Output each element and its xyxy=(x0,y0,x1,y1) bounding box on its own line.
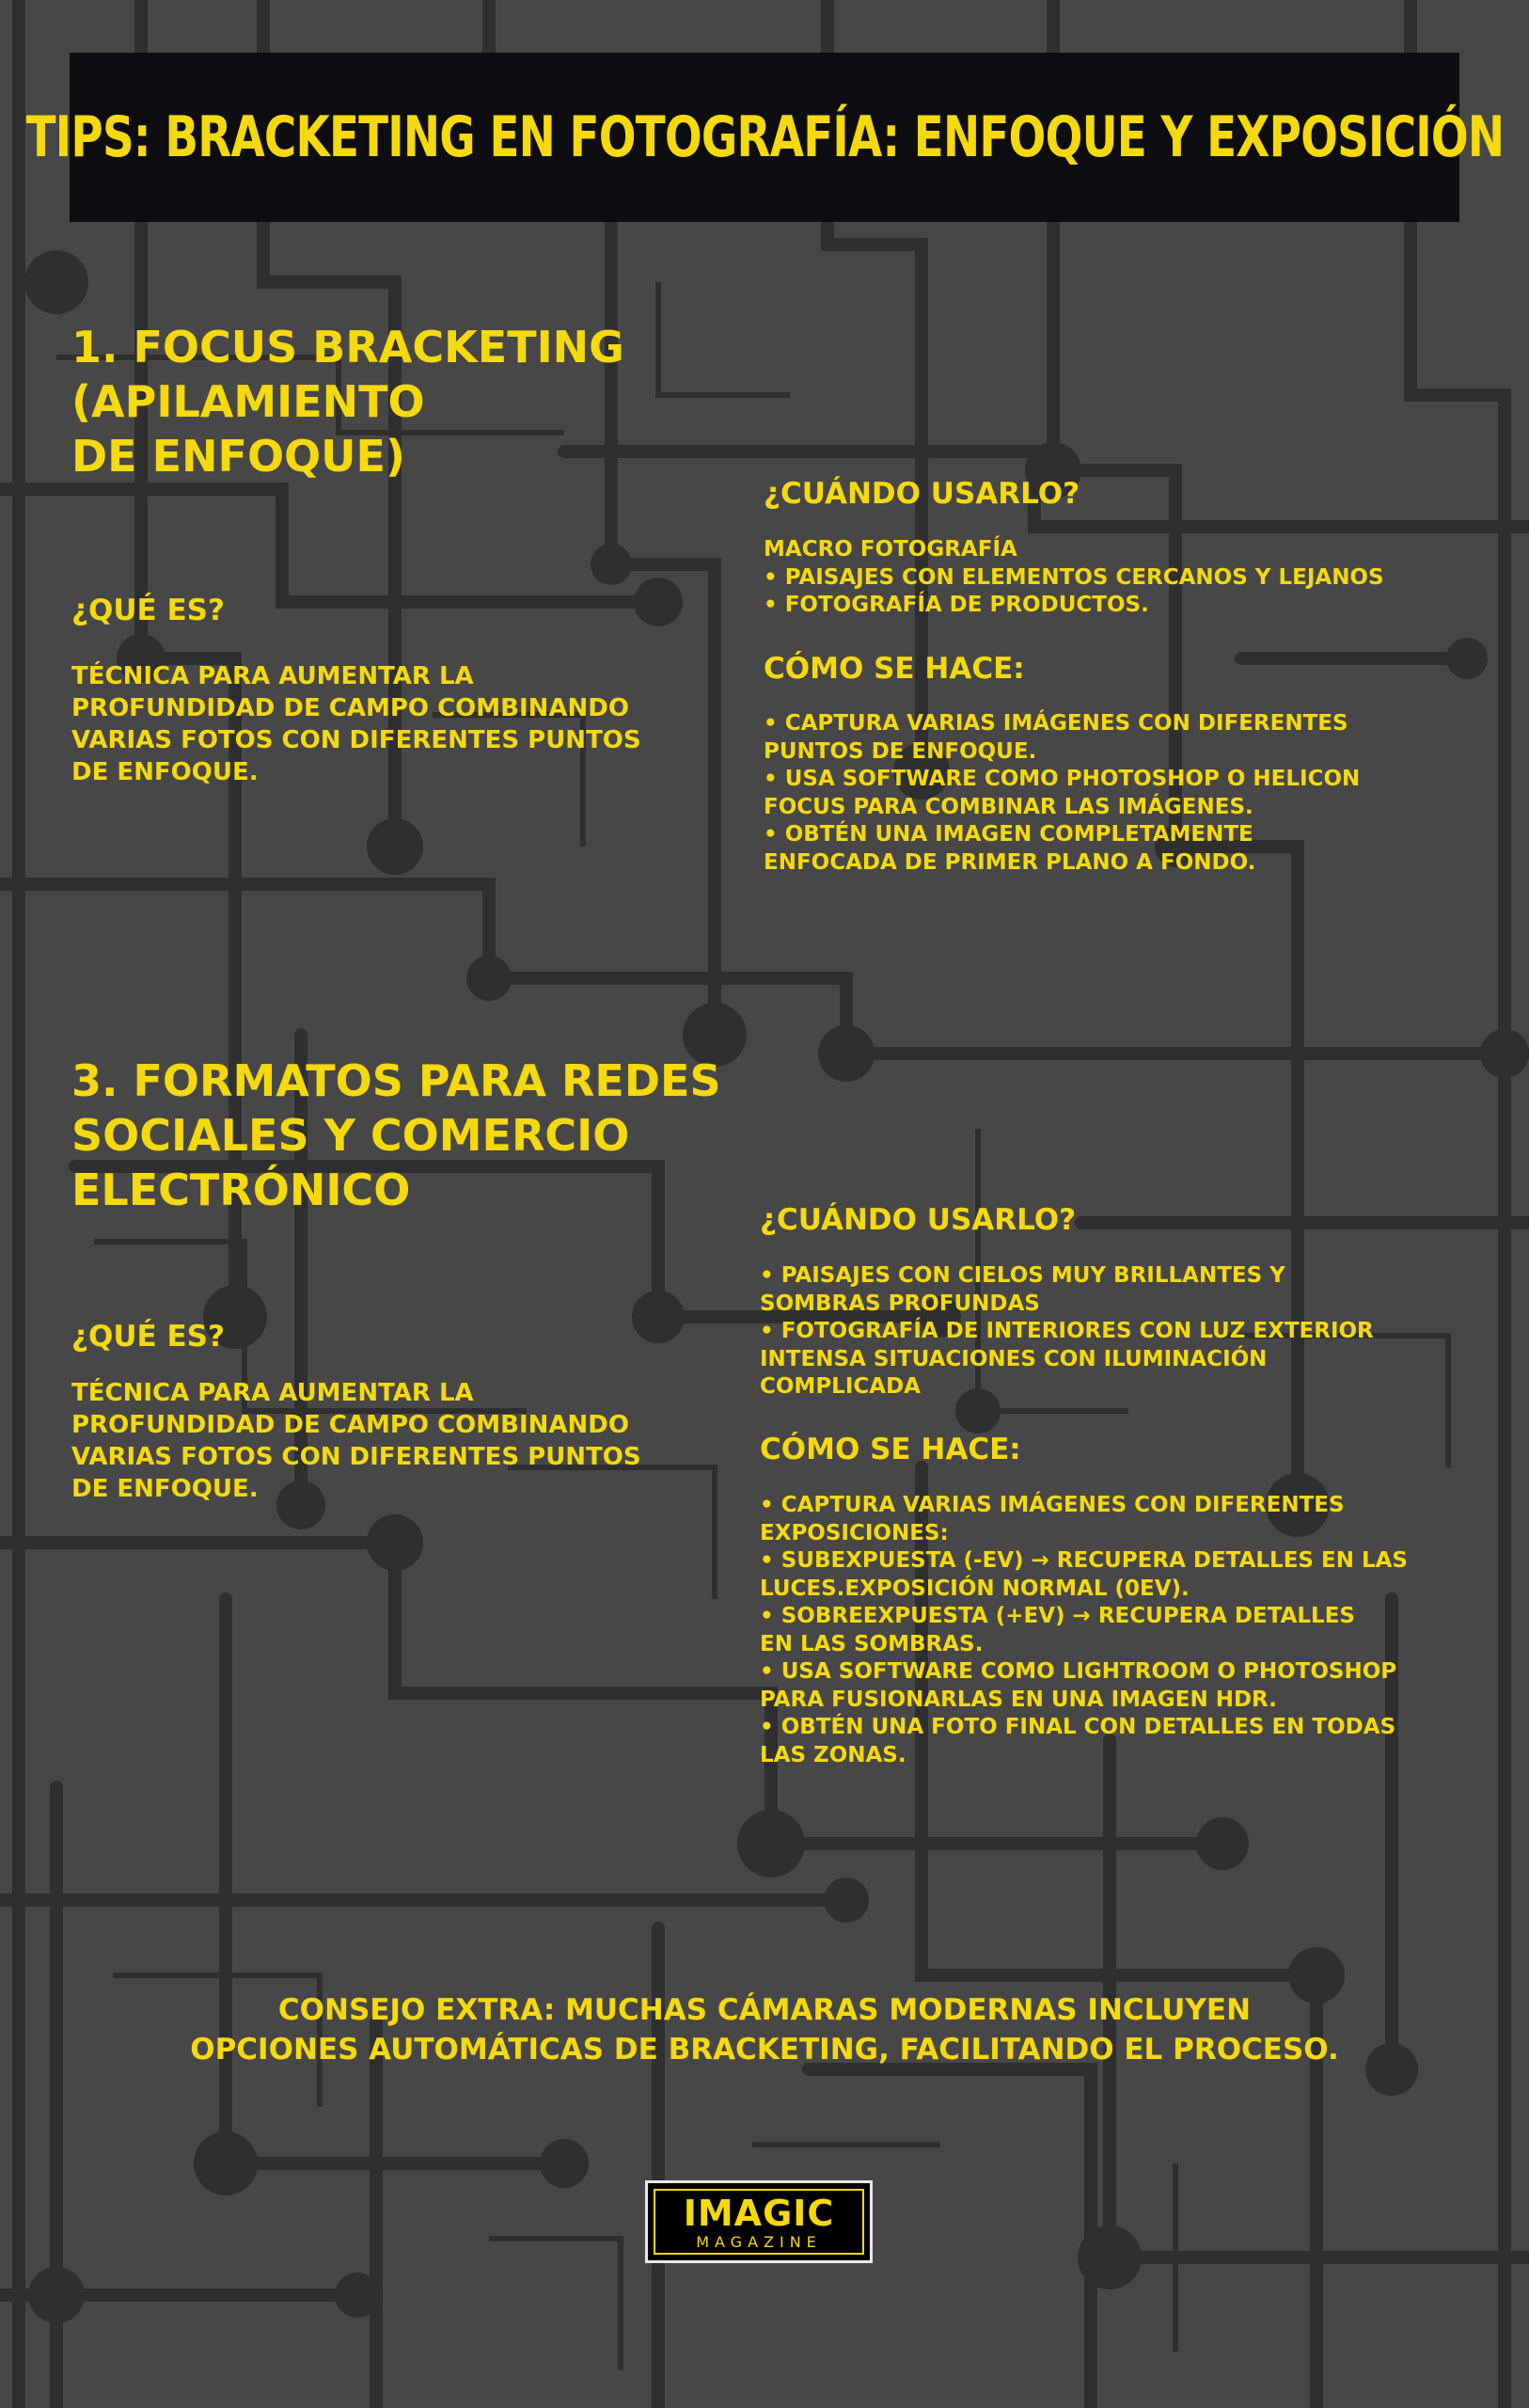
section3-when-line: • PAISAJES CON CIELOS MUY BRILLANTES Y xyxy=(760,1263,1285,1288)
section3-what-heading-text: ¿QUÉ ES? xyxy=(71,1320,225,1354)
section3-when-heading xyxy=(760,1202,1493,1238)
section3-how-line: • SUBEXPUESTA (-EV) → RECUPERA DETALLES EN LAS xyxy=(760,1548,1408,1573)
section1-what-line: TÉCNICA PARA AUMENTAR LA xyxy=(71,662,474,690)
section3-when-heading-text: ¿CUÁNDO USARLO? xyxy=(760,1203,1077,1237)
section3-title xyxy=(71,1054,786,1217)
section3-how-line: EXPOSICIONES: xyxy=(760,1520,949,1545)
section3-when-line: COMPLICADA xyxy=(760,1374,921,1399)
section1-what-line: DE ENFOQUE. xyxy=(71,758,259,786)
section1-when-heading xyxy=(764,476,1497,512)
section3-what-heading xyxy=(71,1319,730,1354)
section1-how-heading-text: CÓMO SE HACE: xyxy=(764,652,1025,686)
section3-when-line: • FOTOGRAFÍA DE INTERIORES CON LUZ EXTERIOR xyxy=(760,1319,1374,1343)
section3-how-line: • OBTÉN UNA FOTO FINAL CON DETALLES EN TODAS xyxy=(760,1715,1396,1739)
section3-how-heading xyxy=(760,1432,1493,1467)
section1-how-line: ENFOCADA DE PRIMER PLANO A FONDO. xyxy=(764,849,1256,875)
section3-how-heading-text: CÓMO SE HACE: xyxy=(760,1433,1021,1466)
section3-how-line: • USA SOFTWARE COMO LIGHTROOM O PHOTOSHOP xyxy=(760,1659,1397,1684)
section3-what-line: TÉCNICA PARA AUMENTAR LA xyxy=(71,1379,474,1407)
section3-title-line: SOCIALES Y COMERCIO xyxy=(71,1110,630,1161)
section1-when-line: • FOTOGRAFÍA DE PRODUCTOS. xyxy=(764,593,1149,617)
section1-how-heading xyxy=(764,651,1497,687)
extra-tip-line: OPCIONES AUTOMÁTICAS DE BRACKETING, FACILITANDO EL PROCESO. xyxy=(190,2033,1339,2067)
title-banner xyxy=(25,53,1504,222)
section3-what-body xyxy=(71,1377,730,1505)
section1-how-line: • USA SOFTWARE COMO PHOTOSHOP O HELICON xyxy=(764,767,1361,791)
extra-tip-line: CONSEJO EXTRA: MUCHAS CÁMARAS MODERNAS INCLUYEN xyxy=(277,1993,1252,2027)
section3-when-line: INTENSA SITUACIONES CON ILUMINACIÓN xyxy=(760,1346,1268,1371)
section3-what-line: PROFUNDIDAD DE CAMPO COMBINANDO xyxy=(71,1411,629,1439)
section1-when-body xyxy=(764,536,1506,620)
section3-how-line: EN LAS SOMBRAS. xyxy=(760,1631,984,1656)
section1-title-line: 1. FOCUS BRACKETING xyxy=(71,322,624,372)
section1-how-body xyxy=(764,710,1506,877)
section1-how-line: PUNTOS DE ENFOQUE. xyxy=(764,738,1037,764)
section3-how-line: PARA FUSIONARLAS EN UNA IMAGEN HDR. xyxy=(760,1687,1277,1712)
section3-how-body xyxy=(760,1492,1512,1769)
section1-how-line: • OBTÉN UNA IMAGEN COMPLETAMENTE xyxy=(764,822,1253,847)
section3-when-line: SOMBRAS PROFUNDAS xyxy=(760,1291,1040,1316)
section1-title xyxy=(71,320,730,483)
page-title: TIPS: BRACKETING EN FOTOGRAFÍA: ENFOQUE Y EXPOSICIÓN xyxy=(25,104,1504,170)
section3-how-line: • SOBREEXPUESTA (+EV) → RECUPERA DETALLES xyxy=(760,1604,1355,1628)
section3-how-line: LAS ZONAS. xyxy=(760,1742,906,1767)
logo-frame xyxy=(654,2189,864,2255)
section1-when-heading-text: ¿CUÁNDO USARLO? xyxy=(764,477,1080,511)
section1-when-line: MACRO FOTOGRAFÍA xyxy=(764,537,1017,562)
section3-how-line: LUCES.EXPOSICIÓN NORMAL (0EV). xyxy=(760,1576,1190,1601)
section1-what-body xyxy=(71,660,730,788)
section3-when-body xyxy=(760,1262,1503,1402)
section3-how-line: • CAPTURA VARIAS IMÁGENES CON DIFERENTES xyxy=(760,1493,1345,1517)
section3-title-line: 3. FORMATOS PARA REDES xyxy=(71,1055,721,1106)
logo-wordmark: IMAGIC xyxy=(683,2193,835,2234)
section1-what-line: VARIAS FOTOS CON DIFERENTES PUNTOS xyxy=(71,726,641,754)
imagic-magazine-logo xyxy=(645,2180,873,2263)
section1-what-heading xyxy=(71,593,730,628)
section1-title-line: (APILAMIENTO xyxy=(71,376,425,427)
section1-what-line: PROFUNDIDAD DE CAMPO COMBINANDO xyxy=(71,694,629,722)
section1-how-line: • CAPTURA VARIAS IMÁGENES CON DIFERENTES xyxy=(764,711,1348,736)
section1-when-line: • PAISAJES CON ELEMENTOS CERCANOS Y LEJANOS xyxy=(764,564,1384,590)
section3-what-line: VARIAS FOTOS CON DIFERENTES PUNTOS xyxy=(71,1443,641,1471)
section1-what-heading-text: ¿QUÉ ES? xyxy=(71,594,225,627)
section1-how-line: FOCUS PARA COMBINAR LAS IMÁGENES. xyxy=(764,794,1253,819)
extra-tip xyxy=(0,1990,1529,2069)
section3-what-line: DE ENFOQUE. xyxy=(71,1475,259,1503)
logo-subtitle: MAGAZINE xyxy=(696,2233,822,2251)
section1-title-line: DE ENFOQUE) xyxy=(71,431,405,482)
section3-title-line: ELECTRÓNICO xyxy=(71,1164,411,1215)
